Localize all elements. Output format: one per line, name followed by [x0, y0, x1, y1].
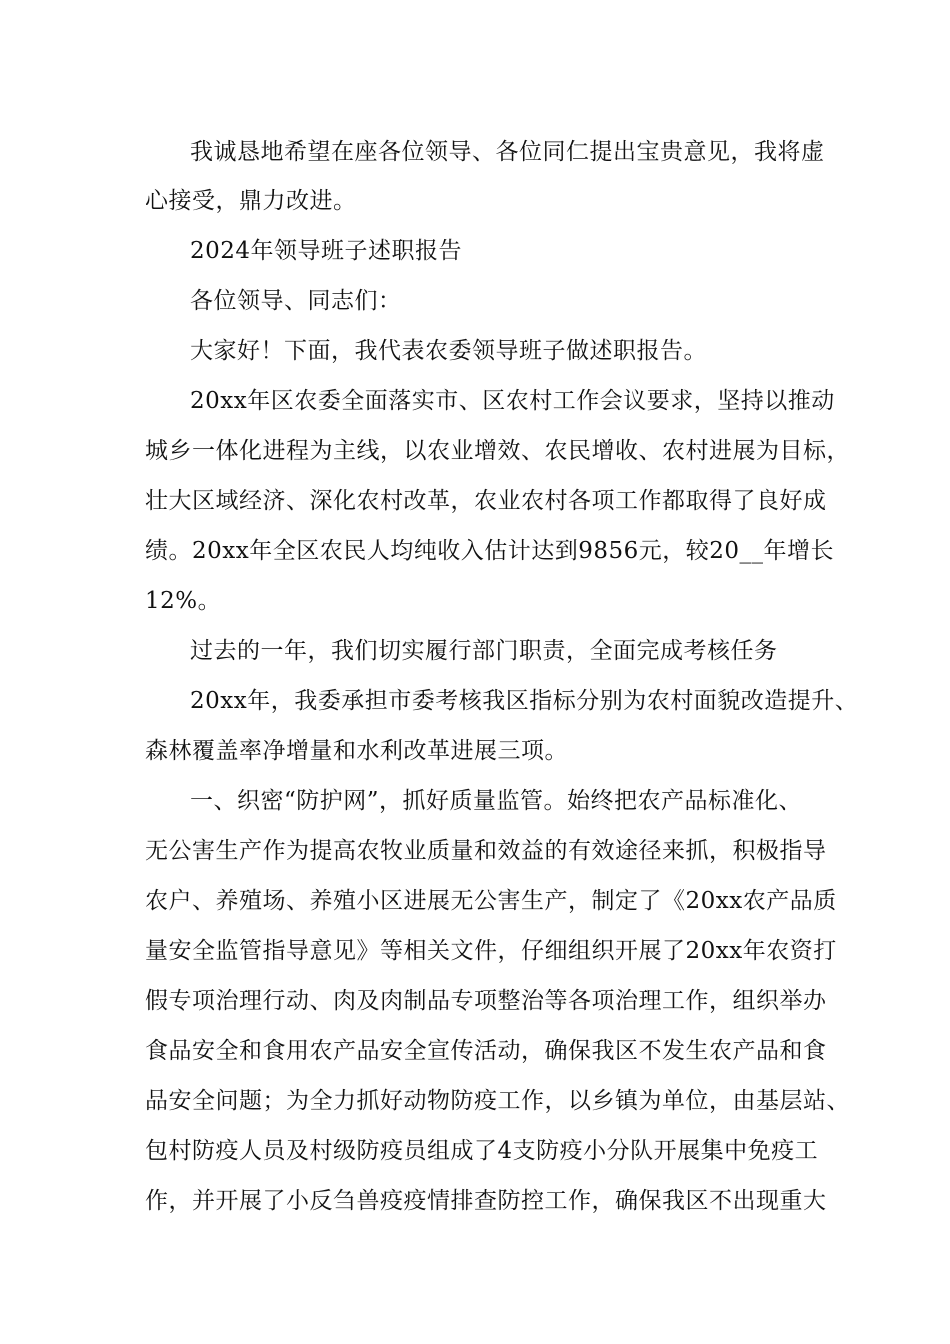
- text-line-8: 壮大区域经济、深化农村改革，农业农村各项工作都取得了良好成: [145, 488, 827, 514]
- text-line-9: 绩。20xx年全区农民人均纯收入估计达到9856元，较20__年增长: [145, 538, 835, 564]
- text-line-17: 量安全监管指导意见》等相关文件，仔细组织开展了20xx年农资打: [145, 938, 837, 964]
- text-line-20: 品安全问题；为全力抓好动物防疫工作，以乡镇为单位，由基层站、: [145, 1088, 850, 1114]
- text-line-22: 作，并开展了小反刍兽疫疫情排查防控工作，确保我区不出现重大: [145, 1188, 827, 1214]
- text-line-21: 包村防疫人员及村级防疫员组成了4支防疫小分队开展集中免疫工: [145, 1138, 819, 1164]
- text-line-18: 假专项治理行动、肉及肉制品专项整治等各项治理工作，组织举办: [145, 988, 827, 1014]
- greeting-line: 大家好！下面，我代表农委领导班子做述职报告。: [190, 338, 707, 364]
- text-line-6: 20xx年区农委全面落实市、区农村工作会议要求，坚持以推动: [190, 388, 835, 414]
- text-line-15: 无公害生产作为提高农牧业质量和效益的有效途径来抓，积极指导: [145, 838, 827, 864]
- text-line-7: 城乡一体化进程为主线，以农业增效、农民增收、农村进展为目标，: [145, 438, 850, 464]
- text-line-12: 20xx年，我委承担市委考核我区指标分别为农村面貌改造提升、: [190, 688, 859, 714]
- text-line-19: 食品安全和食用农产品安全宣传活动，确保我区不发生农产品和食: [145, 1038, 827, 1064]
- text-line-16: 农户、养殖场、养殖小区进展无公害生产，制定了《20xx农产品质: [145, 888, 837, 914]
- salutation: 各位领导、同志们：: [190, 288, 402, 314]
- text-line-2: 心接受，鼎力改进。: [145, 188, 357, 214]
- text-line-13: 森林覆盖率净增量和水利改革进展三项。: [145, 738, 568, 764]
- text-line-14: 一、织密“防护网”，抓好质量监管。始终把农产品标准化、: [190, 788, 803, 814]
- report-title: 2024年领导班子述职报告: [190, 238, 463, 264]
- section-heading: 过去的一年，我们切实履行部门职责，全面完成考核任务: [190, 638, 778, 664]
- text-line-1: 我诚恳地希望在座各位领导、各位同仁提出宝贵意见，我将虚: [190, 139, 825, 165]
- text-line-10: 12%。: [145, 588, 222, 614]
